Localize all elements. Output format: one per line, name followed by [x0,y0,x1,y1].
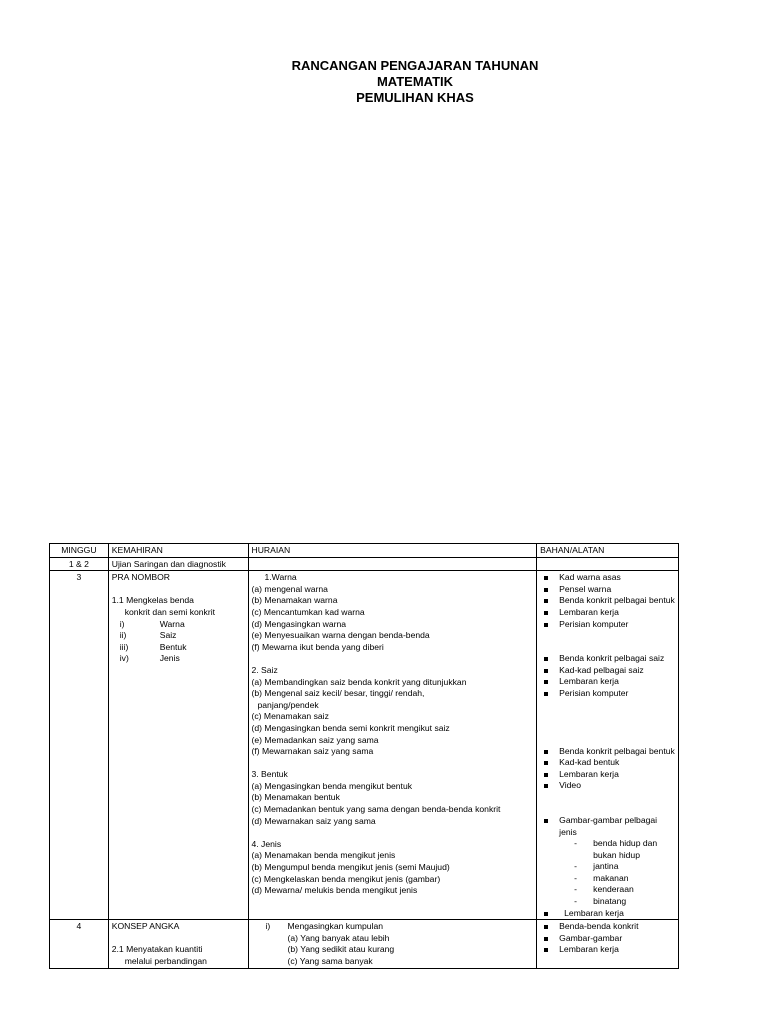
list-item: (d) Mengasingkan warna [251,618,347,629]
sub-list-item: - makanan [574,873,675,885]
list-item: (c) Memadankan bentuk yang sama dengan benda-benda konkrit [251,804,501,815]
sub-list-item: (c) Yang sama banyak [287,956,373,967]
bahan-list-jenis [540,815,675,919]
title-line-2: MATEMATIK [376,74,454,89]
list-item: Lembaran kerja [540,769,675,781]
section-heading: 4. Jenis [251,838,282,849]
bahan-cell [537,571,679,920]
sub-list [559,838,675,908]
list-item: Benda konkrit pelbagai bentuk [540,746,675,758]
list-item: Lembaran kerja [540,944,675,956]
list-item: Lembaran kerja [540,607,675,619]
sub-list-item: (a) Yang banyak atau lebih [287,932,390,943]
list-item: (f) Mewarna ikut benda yang diberi [251,641,384,652]
title-line-1: RANCANGAN PENGAJARAN TAHUNAN [291,58,539,73]
table-header-row [50,544,679,558]
minggu-cell: 1 & 2 [50,557,109,571]
kemahiran-cell [108,571,248,920]
skill-title: PRA NOMBOR [111,572,170,583]
section-heading: 2. Saiz [251,664,278,675]
table-row [50,571,679,920]
huraian-cell [248,571,537,920]
list-item: (b) Menamakan warna [251,595,338,606]
list-item: (a) Mengasingkan benda mengikut bentuk [251,780,413,791]
list-item: Perisian komputer [540,688,675,700]
list-item: Kad-kad bentuk [540,757,675,769]
huraian-warna [252,572,534,653]
sub-list-item: - benda hidup dan bukan hidup [574,838,675,861]
list-item: (a) mengenal warna [251,583,328,594]
list-item: Benda-benda konkrit [540,921,675,933]
bahan-list-bentuk [540,746,675,792]
list-item [252,921,534,933]
list-item: (b) Mengenal saiz kecil/ besar, tinggi/ rendah, [251,688,425,699]
sub-skill-number: i) [119,618,125,629]
list-item: (d) Mewarna/ melukis benda mengikut jenis [251,885,418,896]
bahan-cell [537,920,679,968]
sub-skill-label: Jenis [159,653,180,664]
list-item: (e) Menyesuaikan warna dengan benda-benda [251,630,430,641]
document-title [0,58,768,106]
list-item: (a) Membandingkan saiz benda konkrit yang ditunjukkan [251,676,467,687]
list-item-continued: panjang/pendek [257,699,319,710]
list-item: (d) Mengasingkan benda semi konkrit mengikut saiz [251,722,450,733]
bahan-cell [537,557,679,571]
kemahiran-cell [108,920,248,968]
list-item: (b) Menamakan bentuk [251,792,340,803]
bahan-list-saiz [540,653,675,699]
huraian-cell [248,920,537,968]
list-item: Lembaran kerja [540,676,675,688]
list-item: (a) Menamakan benda mengikut jenis [251,850,396,861]
sub-skill-item [112,653,245,665]
sub-list-item: - kenderaan [574,884,675,896]
list-item: (e) Memadankan saiz yang sama [251,734,379,745]
kemahiran-cell: Ujian Saringan dan diagnostik [108,557,248,571]
minggu-cell: 3 [50,571,109,920]
sub-skill-number: ii) [119,630,127,641]
skill-line: 2.1 Menyatakan kuantiti [111,944,203,955]
skill-line: konkrit dan semi konkrit [124,606,216,617]
section-heading: 3. Bentuk [251,769,288,780]
list-item: (c) Menamakan saiz [251,711,329,722]
header-kemahiran: KEMAHIRAN [108,544,248,558]
bahan-list [540,921,675,956]
huraian-jenis [252,839,534,897]
huraian-bentuk [252,769,534,827]
item-text: Mengasingkan kumpulan [287,921,384,932]
list-item: (b) Mengumpul benda mengikut jenis (semi Maujud) [251,862,450,873]
sub-skill-number: iv) [119,653,129,664]
skill-line: 1.1 Mengkelas benda [111,595,194,606]
list-item: Gambar-gambar [540,933,675,945]
list-item: (c) Mencantumkan kad warna [251,606,365,617]
list-item: Kad warna asas [540,572,675,584]
list-item: Benda konkrit pelbagai saiz [540,653,675,665]
sub-skill-item [112,630,245,642]
skill-line: melalui perbandingan [124,956,207,967]
list-item [540,815,675,908]
minggu-cell: 4 [50,920,109,968]
title-line-3: PEMULIHAN KHAS [356,90,474,105]
lesson-plan-table [49,543,679,969]
sub-list-item: - jantina [574,861,675,873]
sub-skill-number: iii) [119,641,129,652]
list-item: (c) Mengkelaskan benda mengikut jenis (gambar) [251,873,441,884]
table-row [50,557,679,571]
sub-skill-item [112,619,245,631]
sub-skill-label: Warna [159,618,185,629]
list-item: Perisian komputer [540,619,675,631]
table-row [50,920,679,968]
sub-skill-label: Saiz [159,630,177,641]
huraian-cell [248,557,537,571]
header-bahan-alatan: BAHAN/ALATAN [537,544,679,558]
sub-list-item: - binatang [574,896,675,908]
list-item-label: Gambar-gambar pelbagai jenis [559,814,658,837]
skill-title: KONSEP ANGKA [111,921,180,932]
huraian-saiz [252,665,534,758]
header-huraian: HURAIAN [248,544,537,558]
list-item: Pensel warna [540,584,675,596]
sub-skill-label: Bentuk [159,641,187,652]
list-item: Video [540,780,675,792]
item-number: i) [265,921,271,932]
list-item: (d) Mewarnakan saiz yang sama [251,815,376,826]
list-item: Lembaran kerja [540,908,675,920]
list-item: Benda konkrit pelbagai bentuk [540,595,675,607]
header-minggu: MINGGU [50,544,109,558]
list-item: Kad-kad pelbagai saiz [540,665,675,677]
bahan-list-warna [540,572,675,630]
sub-list-item: (b) Yang sedikit atau kurang [287,944,395,955]
section-heading: 1.Warna [264,572,297,583]
list-item: (f) Mewarnakan saiz yang sama [251,746,374,757]
sub-skill-item [112,642,245,654]
